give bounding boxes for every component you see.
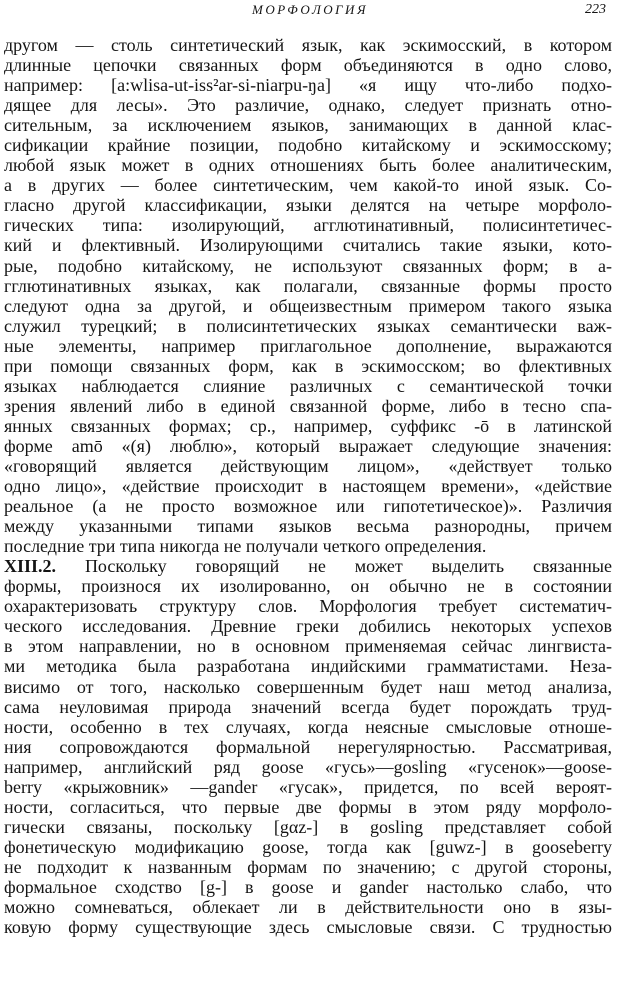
text-line: гических типа: изолирующий, агглютинативный, полисинтетичес-	[4, 215, 612, 236]
text-line: языках наблюдается слияние различных с семантической точки	[4, 375, 612, 396]
text-line: а в других — более синтетическим, чем какой-то иной язык. Со-	[4, 175, 612, 196]
text-line: гласно другой классификации, языки делятся на четыре морфоло-	[4, 195, 612, 216]
section-first-line-text: Поскольку говорящий не может выделить связанные	[84, 556, 612, 577]
text-line: длинные цепочки связанных форм объединяются в одно слово,	[4, 55, 612, 76]
page-number: 223	[585, 2, 606, 17]
text-line: при помощи связанных форм, как в эскимосском; во флективных	[4, 355, 612, 376]
text-line: формальное сходство [g-] в goose и gander настолько слабо, что	[4, 876, 612, 897]
text-line: висимо от того, насколько совершенным будет наш метод анализа,	[4, 676, 612, 697]
text-line: ния сопровождаются формальной нерегулярностью. Рассматривая,	[4, 736, 612, 757]
text-line: ческого исследования. Древние греки добились некоторых успехов	[4, 616, 612, 637]
text-line: форме amō «(я) люблю», который выражает следующие значения:	[4, 435, 612, 456]
text-body	[4, 35, 612, 937]
text-line: ности, особенно в тех случаях, когда неясные смысловые отноше-	[4, 716, 612, 737]
text-line: ми методика была разработана индийскими грамматистами. Неза-	[4, 656, 612, 677]
text-line: гглютинативных языках, как полагали, связанные формы просто	[4, 275, 612, 296]
text-line: сификации крайние позиции, подобно китайскому и эскимосскому;	[4, 135, 612, 156]
text-line: гически связаны, поскольку [gαz-] в gosling представляет собой	[4, 816, 612, 837]
text-line: например, английский ряд goose «гусь»—gosling «гусенок»—goose-	[4, 756, 612, 777]
text-line: другом — столь синтетический язык, как эскимосский, в котором	[4, 35, 612, 55]
paragraph-morphological-types	[4, 35, 612, 556]
text-line: можно сомневаться, облекает ли в действительности оно в язы-	[4, 897, 612, 918]
running-title: МОРФОЛОГИЯ	[251, 2, 368, 17]
text-line: последние три типа никогда не получали четкого определения.	[4, 536, 487, 557]
text-line: служил турецкий; в полисинтетических языках семантически важ-	[4, 315, 612, 336]
text-line: зрения явлений либо в единой связанной форме, либо в тесно спа-	[4, 395, 612, 416]
text-line: berry «крыжовник» —gander «гусак», придется, по всей вероят-	[4, 776, 612, 797]
text-line: следуют одна за другой, и общеизвестным примером такого языка	[4, 295, 612, 316]
text-line: например: [a:wlisa-ut-iss²ar-si-niarpu-ŋa] «я ищу что-либо подхо-	[4, 75, 612, 96]
text-line: «говорящий является действующим лицом», «действует только	[4, 455, 612, 476]
text-line: охарактеризовать структуру слов. Морфология требует систематич-	[4, 596, 612, 617]
text-line	[4, 556, 612, 576]
text-line: любой язык может в одних отношениях быть более аналитическим,	[4, 155, 612, 176]
section-number: XIII.2.	[4, 556, 57, 577]
text-line: в этом направлении, но в основном применяемая сейчас лингвиста-	[4, 636, 612, 657]
text-line: фонетическую модификацию goose, тогда как [guwz-] в gooseberry	[4, 836, 612, 857]
text-line: дящее для лесы». Это различие, однако, следует признать отно-	[4, 95, 612, 116]
text-line: сительным, за исключением языков, занимающих в данной клас-	[4, 115, 612, 136]
text-line: не подходит к названным формам по значению; с другой стороны,	[4, 856, 612, 877]
text-line: ные элементы, например приглагольное дополнение, выражаются	[4, 335, 612, 356]
text-line: ковую форму существующие здесь смысловые связи. С трудностью	[4, 917, 612, 938]
text-line: янных связанных формах; ср., например, суффикс -ō в латинской	[4, 415, 612, 436]
text-line: кий и флективный. Изолирующими считались такие языки, кото-	[4, 235, 612, 256]
text-line: формы, произнося их изолированно, он обычно не в состоянии	[4, 576, 612, 597]
text-line: ности, согласиться, что первые две формы в этом ряду морфоло-	[4, 796, 612, 817]
text-line: между указанными типами языков весьма разнородны, причем	[4, 516, 612, 537]
text-line: одно лицо», «действие происходит в настоящем времени», «действие	[4, 476, 612, 497]
text-line: реальное (а не просто возможное или гипотетическое)». Различия	[4, 496, 612, 517]
running-head	[0, 2, 620, 22]
text-line: рые, подобно китайскому, не используют связанных форм; в а-	[4, 255, 612, 276]
text-line: сама неуловимая природа значений всегда будет порождать труд-	[4, 696, 612, 717]
paragraph-section-xiii-2	[4, 556, 612, 937]
